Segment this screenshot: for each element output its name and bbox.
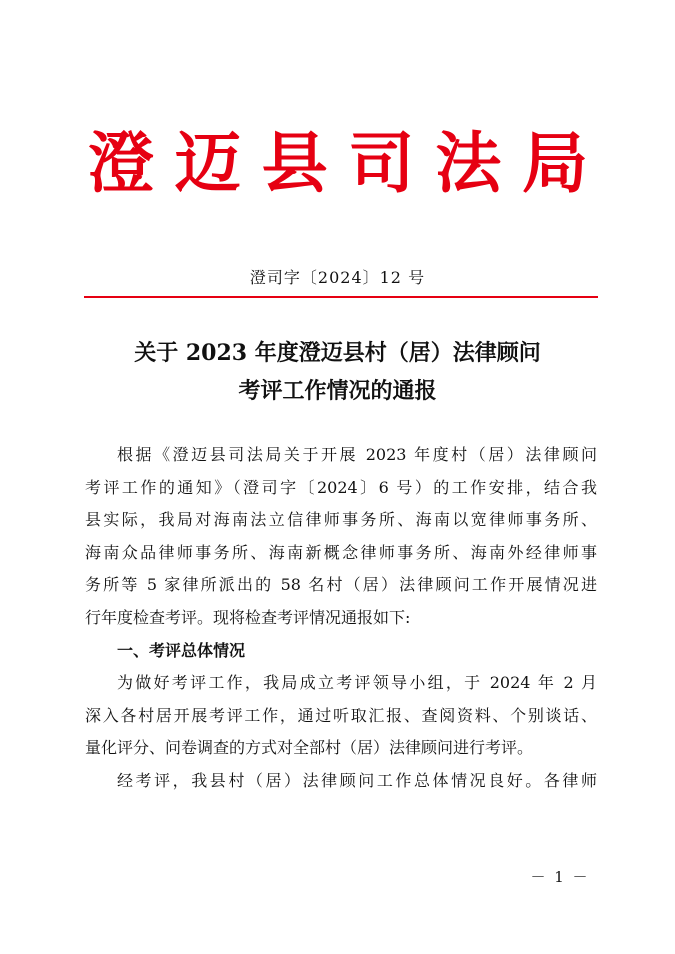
title-line-1: 关于 2023 年度澄迈县村（居）法律顾问: [134, 340, 541, 366]
paragraph-1-line: 海南众品律师事务所、海南新概念律师事务所、海南外经律师事: [85, 542, 597, 562]
page-number: － 1 －: [530, 868, 590, 886]
section-heading: 一、考评总体情况: [117, 640, 246, 660]
paragraph-1-line: 县实际，我局对海南法立信律师事务所、海南以宽律师事务所、: [85, 510, 597, 530]
paragraph-1-line: 行年度检查考评。现将检查考评情况通报如下:: [85, 607, 411, 627]
issuer-char: 迈: [174, 124, 241, 202]
paragraph-1-line: 根据《澄迈县司法局关于开展 2023 年度村（居）法律顾问: [117, 445, 597, 464]
paragraph-2-line: 深入各村居开展考评工作，通过听取汇报、查阅资料、个别谈话、: [85, 705, 597, 725]
issuer-char: 法: [435, 124, 502, 202]
paragraph-1-line: 务所等 5 家律所派出的 58 名村（居）法律顾问工作开展情况进: [85, 575, 597, 595]
title-line-2: 考评工作情况的通报: [238, 378, 437, 404]
paragraph-3-line: 经考评，我县村（居）法律顾问工作总体情况良好。各律师: [117, 770, 597, 790]
document-number: 澄司字〔2024〕12 号: [249, 268, 426, 287]
document-title: [0, 334, 675, 410]
issuer-char: 局: [521, 124, 588, 202]
body-text: [85, 439, 597, 798]
issuer-char: 澄: [88, 124, 154, 202]
issuer-char: 司: [348, 124, 415, 202]
red-divider-line: [84, 296, 598, 298]
paragraph-2-line: 量化评分、问卷调查的方式对全部村（居）法律顾问进行考评。: [85, 738, 534, 758]
paragraph-2-line: 为做好考评工作，我局成立考评领导小组，于 2024 年 2 月: [117, 673, 597, 693]
issuer-name: [88, 118, 588, 208]
issuer-char: 县: [261, 124, 328, 202]
paragraph-1-line: 考评工作的通知》（澄司字〔2024〕6 号）的工作安排，结合我: [85, 477, 597, 497]
